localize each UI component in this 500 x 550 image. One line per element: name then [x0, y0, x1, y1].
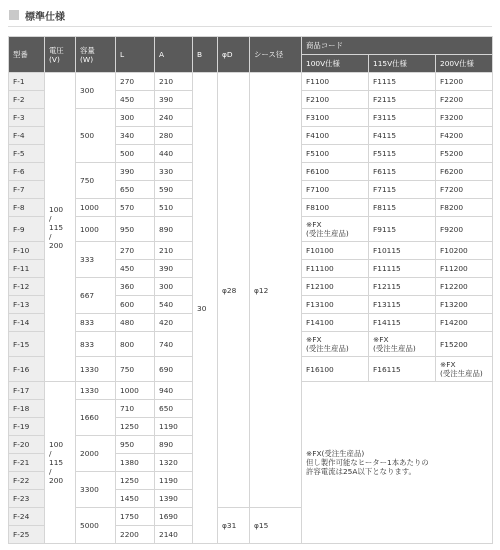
product-code-cell: F7115 [369, 181, 436, 199]
product-code-cell: F2100 [302, 91, 369, 109]
model-cell: F-16 [9, 357, 45, 382]
l-cell: 570 [116, 199, 155, 217]
a-cell: 440 [155, 145, 193, 163]
product-code-cell: F12115 [369, 278, 436, 296]
product-code-cell: F5200 [436, 145, 493, 163]
model-cell: F-9 [9, 217, 45, 242]
product-code-cell: F14200 [436, 314, 493, 332]
a-cell: 240 [155, 109, 193, 127]
product-code-cell: F2200 [436, 91, 493, 109]
a-cell: 280 [155, 127, 193, 145]
model-cell: F-13 [9, 296, 45, 314]
header-capacity: 容量 (W) [76, 37, 116, 73]
product-code-cell: F9115 [369, 217, 436, 242]
product-code-cell: F8200 [436, 199, 493, 217]
model-cell: F-20 [9, 436, 45, 454]
l-cell: 1250 [116, 418, 155, 436]
l-cell: 500 [116, 145, 155, 163]
sheath-cell: φ15 [250, 508, 302, 544]
a-cell: 330 [155, 163, 193, 181]
l-cell: 1750 [116, 508, 155, 526]
model-cell: F-17 [9, 382, 45, 400]
l-cell: 270 [116, 242, 155, 260]
product-code-cell: F10100 [302, 242, 369, 260]
product-code-cell: F4100 [302, 127, 369, 145]
model-cell: F-23 [9, 490, 45, 508]
capacity-cell: 833 [76, 314, 116, 332]
l-cell: 480 [116, 314, 155, 332]
header-200v: 200V仕様 [436, 55, 493, 73]
model-cell: F-21 [9, 454, 45, 472]
product-code-cell: F1100 [302, 73, 369, 91]
model-cell: F-8 [9, 199, 45, 217]
a-cell: 390 [155, 260, 193, 278]
model-cell: F-3 [9, 109, 45, 127]
model-cell: F-25 [9, 526, 45, 544]
spec-table [8, 36, 493, 544]
product-code-cell: F2115 [369, 91, 436, 109]
model-cell: F-1 [9, 73, 45, 91]
a-cell: 890 [155, 217, 193, 242]
product-code-cell: F1115 [369, 73, 436, 91]
l-cell: 1000 [116, 382, 155, 400]
sheath-cell: φ12 [250, 73, 302, 508]
header-l: L [116, 37, 155, 73]
phid-cell: φ31 [218, 508, 250, 544]
product-code-cell: F1200 [436, 73, 493, 91]
product-code-cell: F7200 [436, 181, 493, 199]
product-code-cell: ※FX (受注生産品) [369, 332, 436, 357]
product-code-cell: F11200 [436, 260, 493, 278]
capacity-cell: 1660 [76, 400, 116, 436]
model-cell: F-2 [9, 91, 45, 109]
a-cell: 300 [155, 278, 193, 296]
capacity-cell: 500 [76, 109, 116, 163]
l-cell: 390 [116, 163, 155, 181]
model-cell: F-6 [9, 163, 45, 181]
l-cell: 950 [116, 436, 155, 454]
product-code-cell: F13200 [436, 296, 493, 314]
l-cell: 340 [116, 127, 155, 145]
a-cell: 2140 [155, 526, 193, 544]
product-code-cell: F10200 [436, 242, 493, 260]
a-cell: 940 [155, 382, 193, 400]
product-code-cell: F9200 [436, 217, 493, 242]
l-cell: 450 [116, 260, 155, 278]
a-cell: 390 [155, 91, 193, 109]
product-code-cell: F3115 [369, 109, 436, 127]
header-sheath: シース径 [250, 37, 302, 73]
product-code-cell: F16115 [369, 357, 436, 382]
product-code-cell: F8100 [302, 199, 369, 217]
a-cell: 740 [155, 332, 193, 357]
product-code-cell: F13115 [369, 296, 436, 314]
model-cell: F-14 [9, 314, 45, 332]
product-code-cell: F6100 [302, 163, 369, 181]
product-code-cell: F13100 [302, 296, 369, 314]
product-code-cell: F4115 [369, 127, 436, 145]
product-code-cell: F11100 [302, 260, 369, 278]
product-code-cell: F11115 [369, 260, 436, 278]
product-code-cell: F4200 [436, 127, 493, 145]
product-code-cell: F14115 [369, 314, 436, 332]
l-cell: 1380 [116, 454, 155, 472]
capacity-cell: 1000 [76, 217, 116, 242]
l-cell: 1250 [116, 472, 155, 490]
l-cell: 950 [116, 217, 155, 242]
product-code-cell: F5115 [369, 145, 436, 163]
l-cell: 750 [116, 357, 155, 382]
l-cell: 710 [116, 400, 155, 418]
l-cell: 270 [116, 73, 155, 91]
capacity-cell: 833 [76, 332, 116, 357]
header-voltage: 電圧 (V) [45, 37, 76, 73]
model-cell: F-5 [9, 145, 45, 163]
product-code-cell: F12200 [436, 278, 493, 296]
voltage-cell: 100 / 115 / 200 [45, 73, 76, 382]
a-cell: 210 [155, 73, 193, 91]
a-cell: 690 [155, 357, 193, 382]
model-cell: F-15 [9, 332, 45, 357]
a-cell: 1190 [155, 472, 193, 490]
a-cell: 540 [155, 296, 193, 314]
model-cell: F-4 [9, 127, 45, 145]
product-code-cell: F10115 [369, 242, 436, 260]
product-code-cell: F8115 [369, 199, 436, 217]
product-code-cell: F7100 [302, 181, 369, 199]
product-code-cell: F14100 [302, 314, 369, 332]
a-cell: 210 [155, 242, 193, 260]
capacity-cell: 3300 [76, 472, 116, 508]
product-code-cell: F3100 [302, 109, 369, 127]
a-cell: 420 [155, 314, 193, 332]
capacity-cell: 333 [76, 242, 116, 278]
table-row [9, 73, 493, 91]
a-cell: 890 [155, 436, 193, 454]
product-code-cell: F16100 [302, 357, 369, 382]
product-code-cell: F5100 [302, 145, 369, 163]
capacity-cell: 2000 [76, 436, 116, 472]
product-code-cell: ※FX (受注生産品) [302, 217, 369, 242]
a-cell: 650 [155, 400, 193, 418]
model-cell: F-18 [9, 400, 45, 418]
voltage-cell: 100 / 115 / 200 [45, 382, 76, 544]
product-code-cell: ※FX (受注生産品) [436, 357, 493, 382]
l-cell: 2200 [116, 526, 155, 544]
capacity-cell: 667 [76, 278, 116, 314]
phid-cell: φ28 [218, 73, 250, 508]
capacity-cell: 1330 [76, 382, 116, 400]
b-cell: 30 [193, 73, 218, 544]
model-cell: F-22 [9, 472, 45, 490]
l-cell: 300 [116, 109, 155, 127]
product-code-cell: F3200 [436, 109, 493, 127]
header-a: A [155, 37, 193, 73]
header-100v: 100V仕様 [302, 55, 369, 73]
product-code-cell: F15200 [436, 332, 493, 357]
header-model: 型番 [9, 37, 45, 73]
capacity-cell: 1330 [76, 357, 116, 382]
l-cell: 360 [116, 278, 155, 296]
l-cell: 1450 [116, 490, 155, 508]
capacity-cell: 1000 [76, 199, 116, 217]
model-cell: F-12 [9, 278, 45, 296]
model-cell: F-24 [9, 508, 45, 526]
header-115v: 115V仕様 [369, 55, 436, 73]
l-cell: 450 [116, 91, 155, 109]
capacity-cell: 300 [76, 73, 116, 109]
a-cell: 510 [155, 199, 193, 217]
a-cell: 1320 [155, 454, 193, 472]
a-cell: 1690 [155, 508, 193, 526]
section-header [8, 6, 492, 27]
product-code-cell: F6115 [369, 163, 436, 181]
square-bullet-icon [9, 10, 19, 20]
header-product-code: 商品コード [302, 37, 493, 55]
capacity-cell: 750 [76, 163, 116, 199]
header-b: B [193, 37, 218, 73]
product-code-cell: ※FX (受注生産品) [302, 332, 369, 357]
l-cell: 650 [116, 181, 155, 199]
a-cell: 1390 [155, 490, 193, 508]
model-cell: F-11 [9, 260, 45, 278]
header-phid: φD [218, 37, 250, 73]
product-code-cell: F6200 [436, 163, 493, 181]
model-cell: F-10 [9, 242, 45, 260]
section-title: 標準仕様 [25, 12, 65, 23]
product-code-cell: F12100 [302, 278, 369, 296]
capacity-cell: 5000 [76, 508, 116, 544]
a-cell: 590 [155, 181, 193, 199]
note-cell: ※FX(受注生産品) 但し製作可能なヒーター1本あたりの 許容電流は25A以下となります。 [302, 382, 493, 544]
l-cell: 800 [116, 332, 155, 357]
a-cell: 1190 [155, 418, 193, 436]
l-cell: 600 [116, 296, 155, 314]
model-cell: F-19 [9, 418, 45, 436]
model-cell: F-7 [9, 181, 45, 199]
